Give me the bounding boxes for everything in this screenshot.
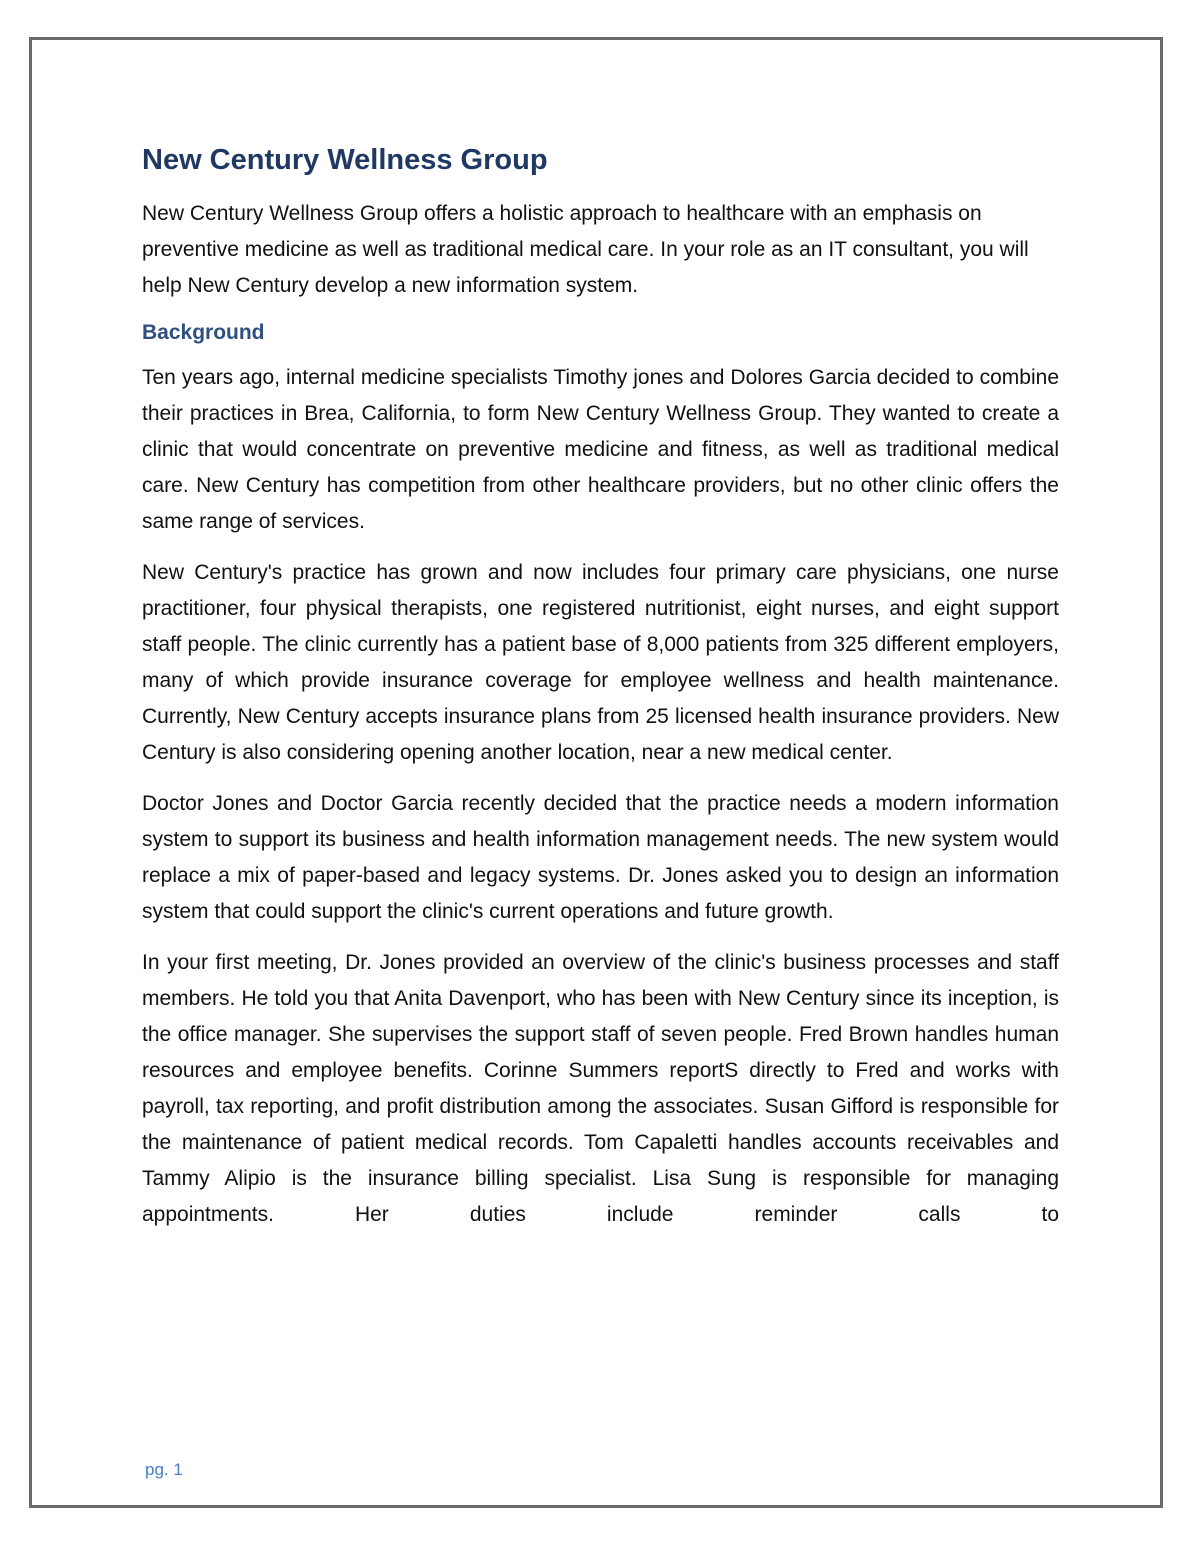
body-paragraph-1: Ten years ago, internal medicine specialists Timothy jones and Dolores Garcia decided to combine their practices in Brea, California, to form New Century Wellness Group. They wanted to create a clinic that would concentrate on preventive medicine and fitness, as well as traditional medical care. New Century has competition from other healthcare providers, but no other clinic offers the same range of services. bbox=[142, 366, 1059, 534]
page-number: pg. 1 bbox=[145, 1460, 183, 1479]
body-paragraph-4: In your first meeting, Dr. Jones provided an overview of the clinic's business processes and staff members. He told you that Anita Davenport, who has been with New Century since its inception, is the office manager. She supervises the support staff of seven people. Fred Brown handles human resources and employee benefits. Corinne Summers reportS directly to Fred and works with payroll, tax reporting, and profit distribution among the associates. Susan Gifford is responsible for the maintenance of patient medical records. Tom Capaletti handles accounts receivables and Tammy Alipio is the insurance billing specialist. Lisa Sung is responsible for managing appointments. Her duties include reminder calls to bbox=[142, 951, 1059, 1227]
document-body bbox=[142, 142, 1059, 1248]
body-paragraph-2: New Century's practice has grown and now includes four primary care physicians, one nurse practitioner, four physical therapists, one registered nutritionist, eight nurses, and eight support staff people. The clinic currently has a patient base of 8,000 patients from 325 different employers, many of which provide insurance coverage for employee wellness and health maintenance. Currently, New Century accepts insurance plans from 25 licensed health insurance providers. New Century is also considering opening another location, near a new medical center. bbox=[142, 561, 1059, 765]
document-title: New Century Wellness Group bbox=[142, 144, 548, 176]
body-paragraph-3: Doctor Jones and Doctor Garcia recently decided that the practice needs a modern information system to support its business and health information management needs. The new system would replace a mix of paper-based and legacy systems. Dr. Jones asked you to design an information system that could support the clinic's current operations and future growth. bbox=[142, 792, 1059, 924]
intro-paragraph: New Century Wellness Group offers a holistic approach to healthcare with an emphasis on preventive medicine as well as traditional medical care. In your role as an IT consultant, you will help New Century develop a new information system. bbox=[142, 201, 1029, 297]
section-heading-background: Background bbox=[142, 320, 265, 344]
